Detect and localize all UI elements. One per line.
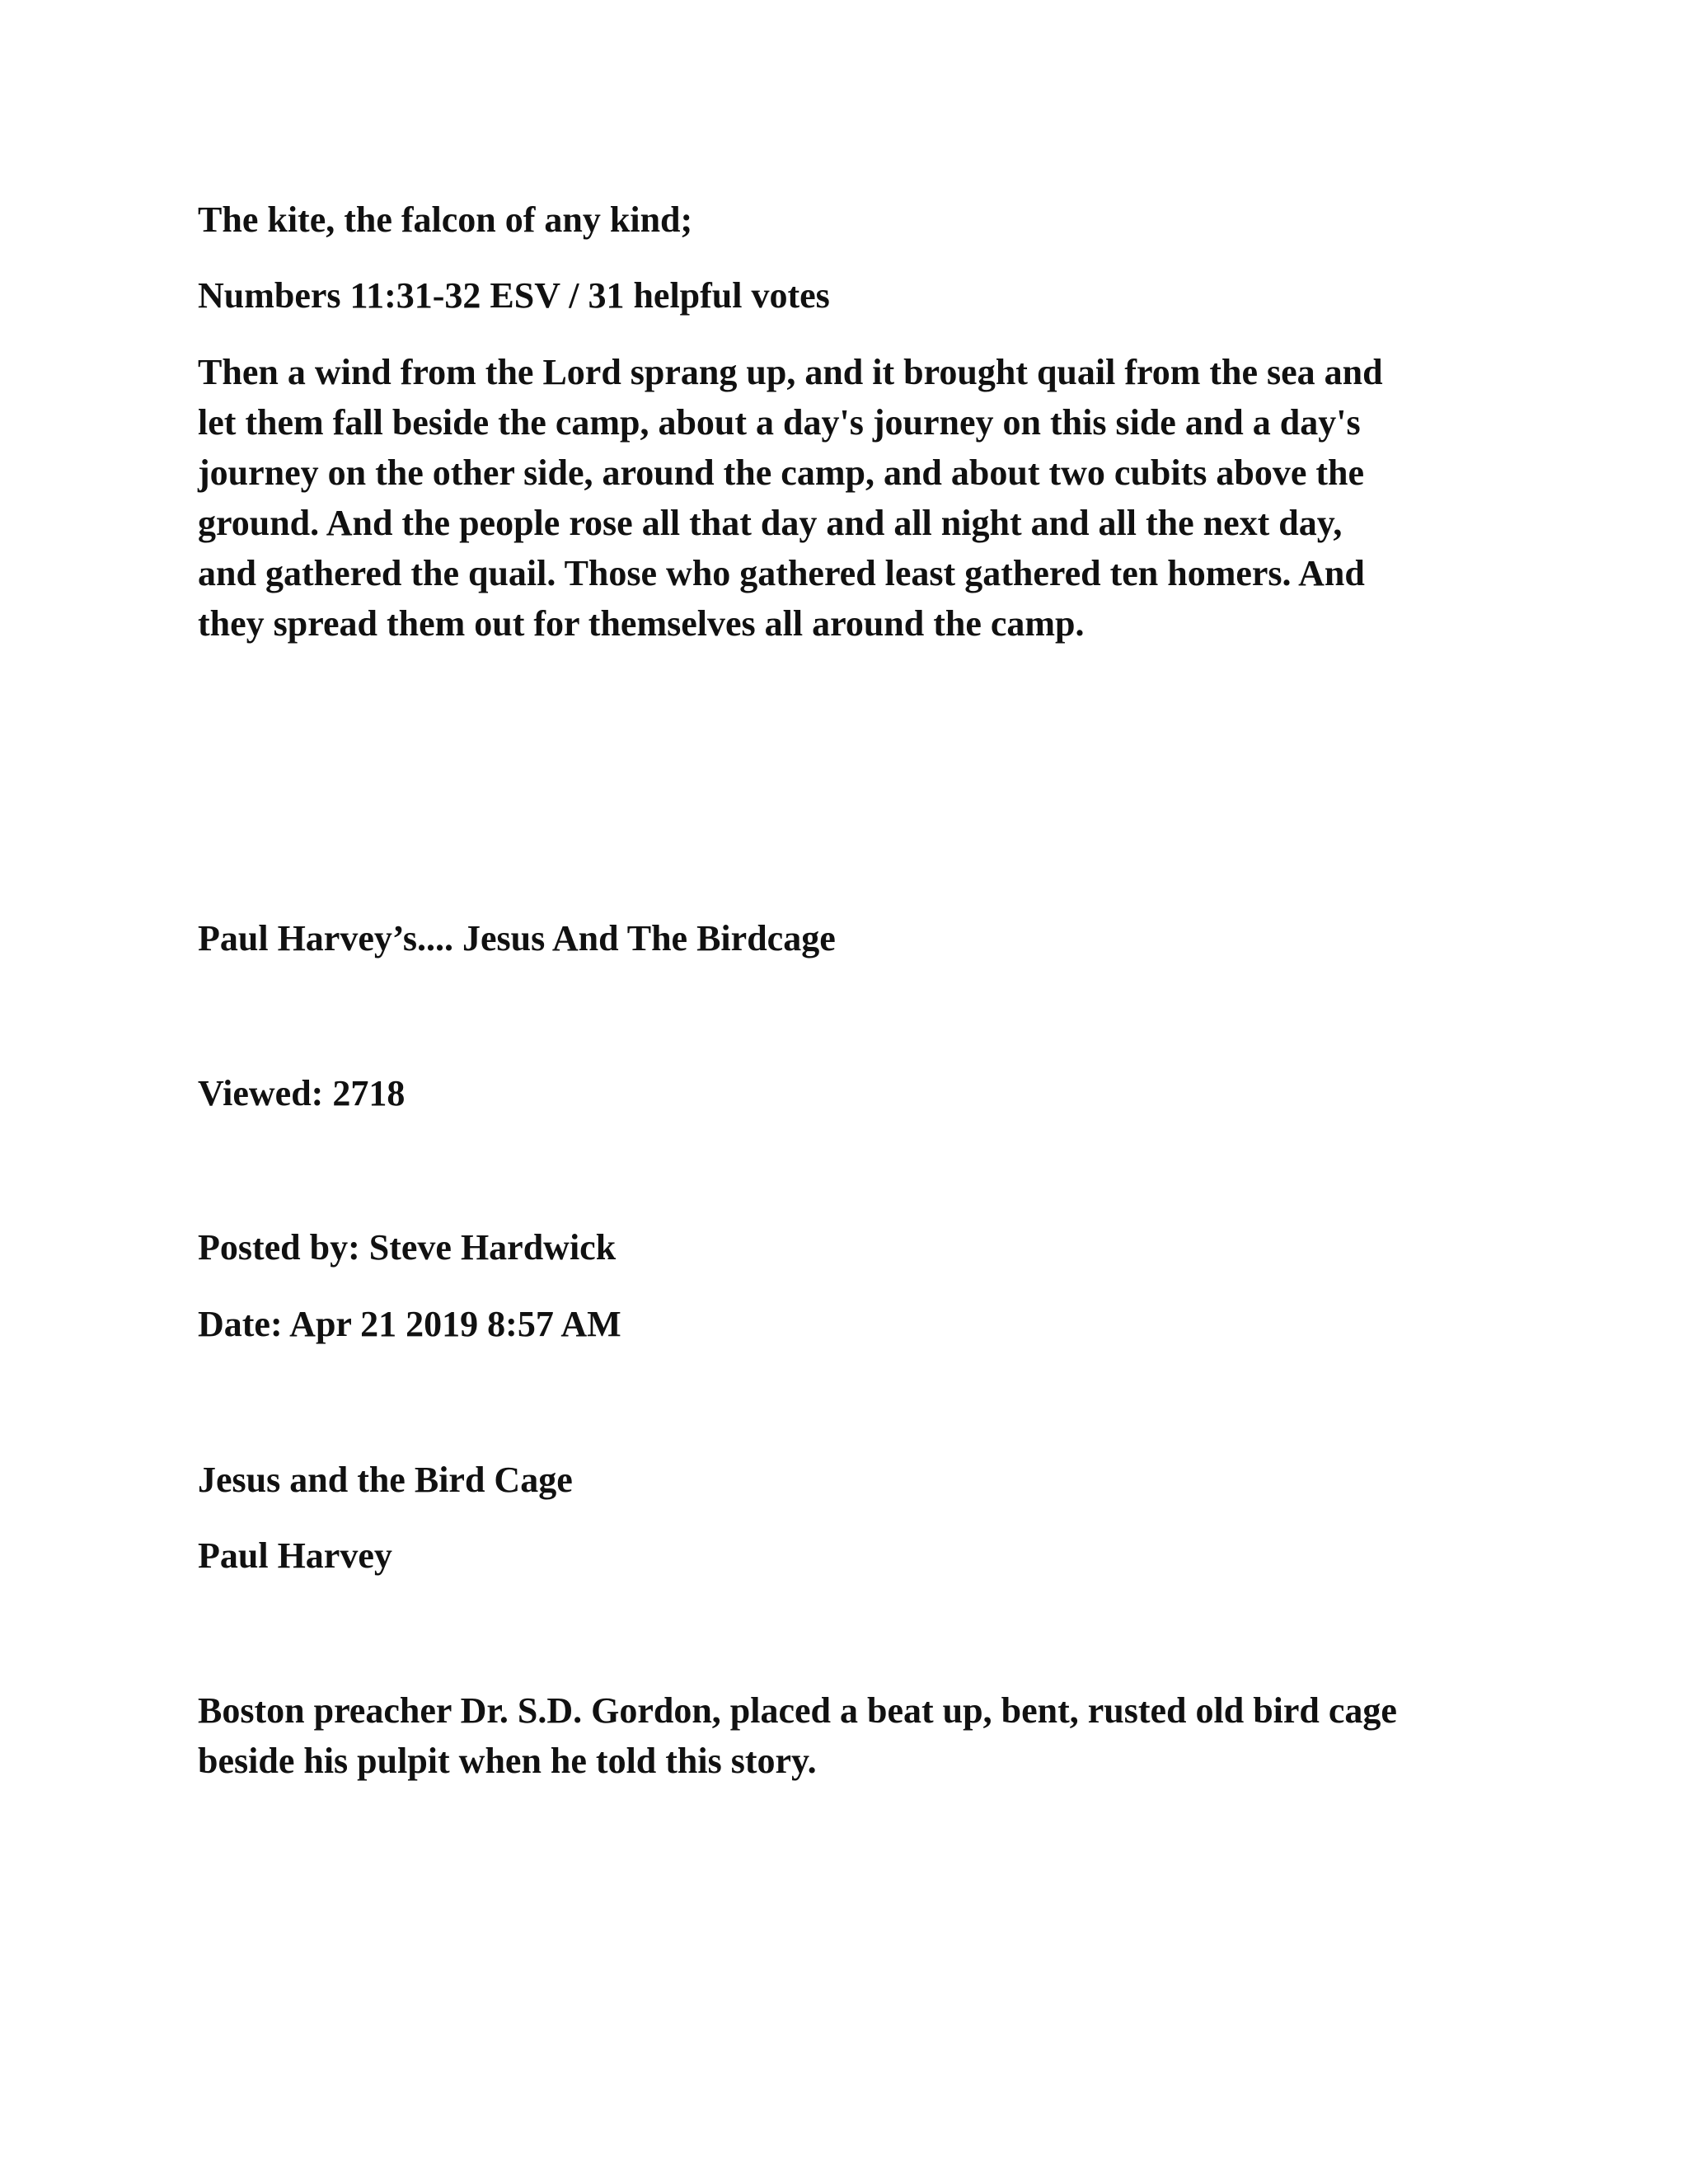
posted-by: Posted by: Steve Hardwick [198,1227,617,1268]
verse-text-line: Then a wind from the Lord sprang up, and it brought quail from the sea and [198,352,1383,392]
verse-text-line: and gathered the quail. Those who gathered least gathered ten homers. And [198,553,1365,593]
verse-text-line: journey on the other side, around the camp, and about two cubits above the [198,452,1365,493]
verse-text-line: ground. And the people rose all that day and all night and all the next day, [198,503,1343,543]
post-heading: Paul Harvey’s.... Jesus And The Birdcage [198,918,836,958]
verse-fragment: The kite, the falcon of any kind; [198,199,693,240]
verse-reference: Numbers 11:31-32 ESV / 31 helpful votes [198,275,830,316]
story-title: Jesus and the Bird Cage [198,1460,573,1500]
story-intro-line: beside his pulpit when he told this story. [198,1741,817,1781]
verse-text [198,347,1500,649]
verse-text-line: they spread them out for themselves all around the camp. [198,603,1085,644]
viewed-count: Viewed: 2718 [198,1073,406,1113]
verse-text-line: let them fall beside the camp, about a day's journey on this side and a day's [198,402,1361,443]
story-author: Paul Harvey [198,1535,392,1576]
story-intro [198,1685,1500,1786]
post-date: Date: Apr 21 2019 8:57 AM [198,1304,621,1344]
story-intro-line: Boston preacher Dr. S.D. Gordon, placed a beat up, bent, rusted old bird cage [198,1690,1397,1731]
